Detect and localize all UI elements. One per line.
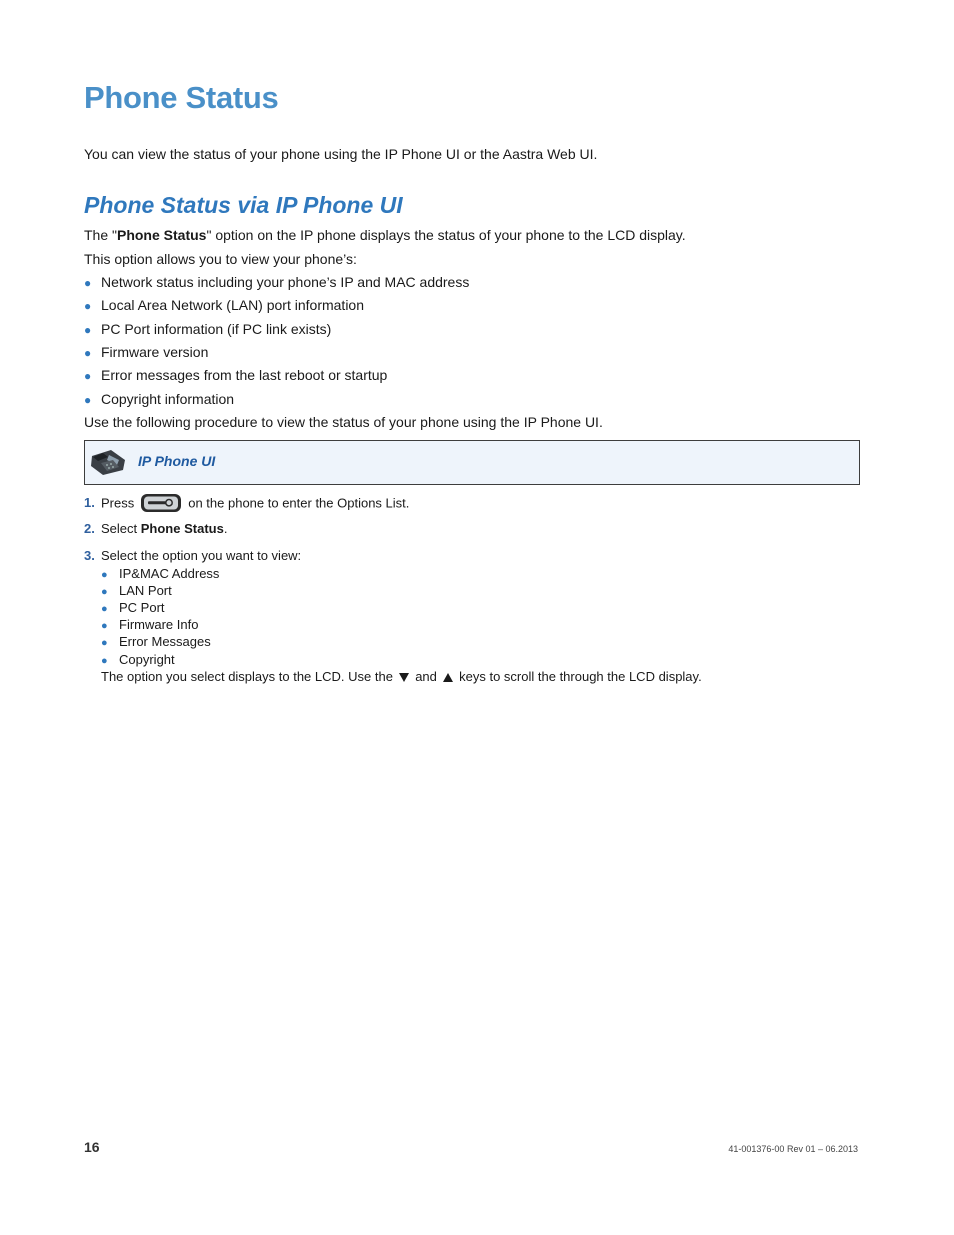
- phone-status-emphasis: Phone Status: [140, 521, 224, 536]
- description-text: " option on the IP phone displays the status of your phone to the LCD display.: [206, 227, 686, 243]
- down-arrow-icon: [399, 673, 409, 682]
- list-item-text: Error messages from the last reboot or startup: [101, 367, 388, 383]
- step-2: [84, 520, 227, 538]
- option-text: LAN Port: [119, 583, 172, 598]
- section-heading: Phone Status via IP Phone UI: [84, 192, 403, 218]
- callout-label: IP Phone UI: [138, 453, 216, 469]
- list-item-text: Network status including your phone’s IP and MAC address: [101, 274, 470, 290]
- list-item: [84, 319, 331, 340]
- up-arrow-icon: [443, 673, 453, 682]
- list-item: [84, 389, 234, 410]
- bullet-icon: ●: [101, 655, 108, 667]
- step-1: [84, 494, 409, 514]
- bullet-icon: ●: [84, 276, 92, 290]
- bullet-icon: ●: [84, 393, 92, 407]
- ip-phone-ui-callout: [84, 440, 860, 485]
- step-number: 2.: [84, 521, 95, 536]
- option-item: [101, 633, 211, 652]
- bullet-icon: ●: [84, 323, 92, 337]
- step-3-note: [101, 668, 702, 685]
- option-text: PC Port: [119, 600, 165, 615]
- bullet-icon: ●: [101, 603, 108, 615]
- list-item: [84, 295, 364, 316]
- bullet-icon: ●: [84, 299, 92, 313]
- option-text: Firmware Info: [119, 617, 199, 632]
- option-text: Error Messages: [119, 634, 211, 649]
- options-key-icon: [140, 493, 182, 513]
- bullet-icon: ●: [101, 569, 108, 581]
- intro-paragraph: You can view the status of your phone using the IP Phone UI or the Aastra Web UI.: [84, 146, 598, 162]
- step-3: [84, 547, 301, 565]
- list-item: [84, 272, 469, 293]
- list-item: [84, 342, 208, 363]
- option-text: Copyright: [119, 652, 175, 667]
- desk-phone-icon: [89, 448, 127, 476]
- step-text: on the phone to enter the Options List.: [188, 495, 410, 511]
- bullet-icon: ●: [84, 369, 92, 383]
- note-text: The option you select displays to the LCD. Use the: [101, 669, 393, 684]
- list-item-text: Local Area Network (LAN) port information: [101, 297, 364, 313]
- description-paragraph: [84, 225, 686, 245]
- note-text: keys to scroll the through the LCD display.: [459, 669, 702, 684]
- step-text: .: [223, 521, 228, 536]
- step-number: 1.: [84, 495, 95, 511]
- phone-status-emphasis: Phone Status: [116, 227, 207, 243]
- procedure-intro: Use the following procedure to view the status of your phone using the IP Phone UI.: [84, 414, 603, 430]
- list-item: [84, 365, 387, 386]
- bullet-icon: ●: [101, 620, 108, 632]
- description-text: The ": [84, 227, 117, 243]
- option-text: IP&MAC Address: [119, 566, 220, 581]
- bullet-icon: ●: [84, 346, 92, 360]
- bullet-icon: ●: [101, 586, 108, 598]
- step-text: Select the option you want to view:: [101, 548, 302, 563]
- page-title: Phone Status: [84, 80, 279, 115]
- step-text: Select: [101, 521, 141, 536]
- bullet-icon: ●: [101, 637, 108, 649]
- document-reference: 41-001376-00 Rev 01 – 06.2013: [728, 1144, 858, 1154]
- list-item-text: Firmware version: [101, 344, 209, 360]
- page-number: 16: [84, 1139, 100, 1155]
- list-item-text: Copyright information: [101, 391, 235, 407]
- step-number: 3.: [84, 548, 95, 563]
- note-text: and: [415, 669, 437, 684]
- options-intro: This option allows you to view your phone’s:: [84, 251, 357, 267]
- list-item-text: PC Port information (if PC link exists): [101, 321, 332, 337]
- step-text: Press: [101, 495, 135, 511]
